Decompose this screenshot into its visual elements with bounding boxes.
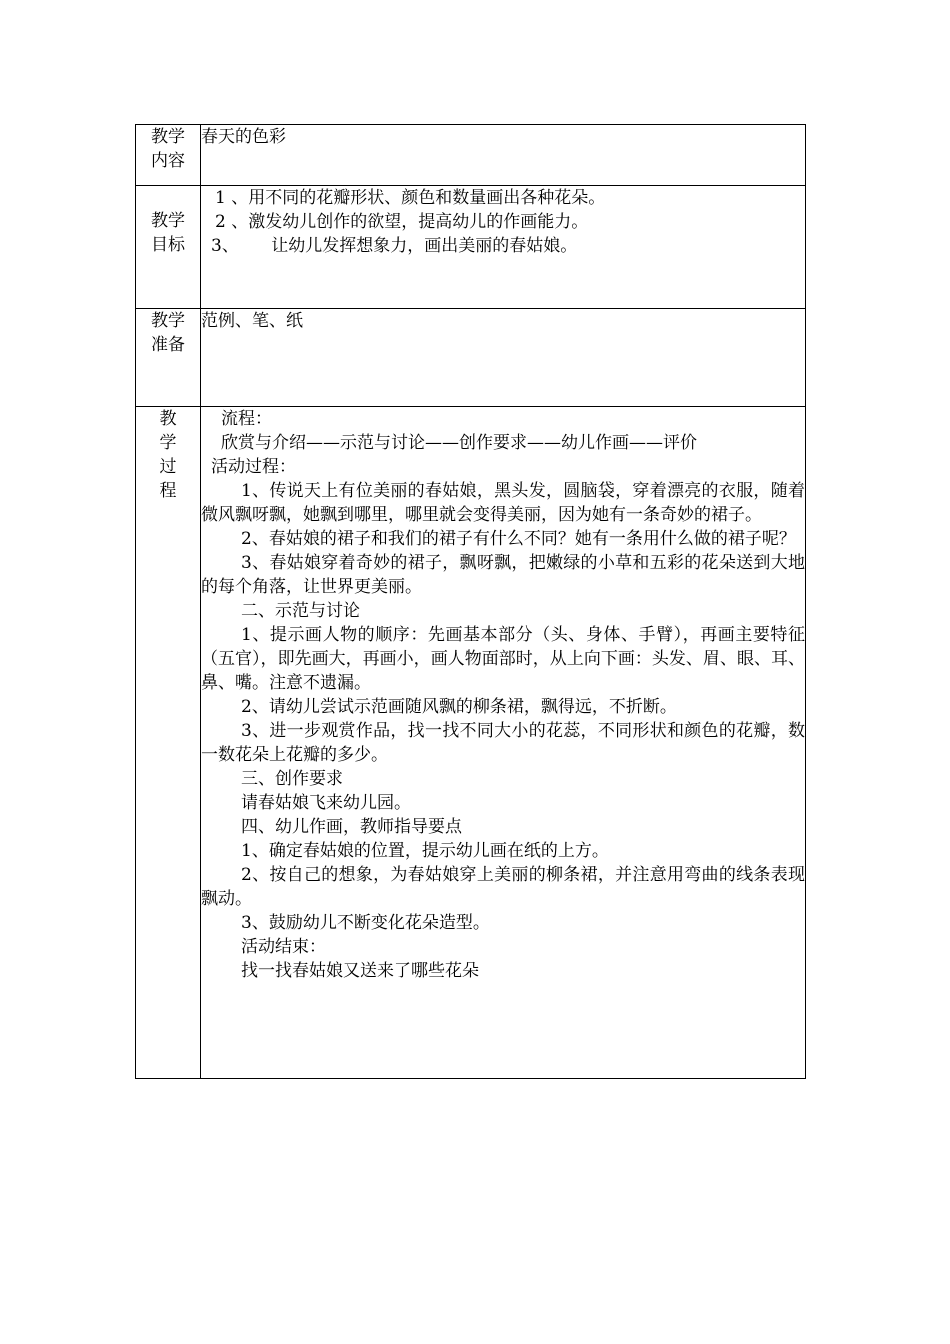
label-line-1: 教学 (151, 311, 185, 331)
activity-title: 活动过程： (211, 457, 296, 477)
label-line-2: 内容 (151, 151, 185, 171)
goal-item: 2 、激发幼儿创作的欲望，提高幼儿的作画能力。 (215, 212, 589, 232)
label-teaching-goals (136, 186, 201, 309)
label-line-2: 准备 (151, 335, 185, 355)
lesson-plan-table (135, 124, 806, 1079)
label-teaching-content (136, 125, 201, 186)
teaching-content-cell (201, 125, 806, 186)
flow-title: 流程： (221, 409, 272, 429)
label-line-1: 教学 (151, 127, 185, 147)
section-heading: 三、创作要求 (241, 769, 343, 789)
label-char: 教 (159, 409, 177, 429)
label-char: 程 (159, 481, 177, 501)
teaching-goals-cell (201, 186, 806, 309)
label-char: 过 (159, 457, 177, 477)
row-teaching-process (136, 407, 806, 1079)
process-paragraph: 2、春姑娘的裙子和我们的裙子有什么不同？她有一条用什么做的裙子呢？ (241, 529, 796, 549)
process-paragraph: 2、请幼儿尝试示范画随风飘的柳条裙，飘得远，不折断。 (241, 697, 677, 717)
lesson-topic: 春天的色彩 (201, 127, 286, 147)
label-line-1: 教学 (151, 211, 185, 231)
flow-steps: 欣赏与介绍——示范与讨论——创作要求——幼儿作画——评价 (221, 433, 697, 453)
teaching-prep-cell (201, 309, 806, 407)
prep-materials: 范例、笔、纸 (201, 311, 303, 331)
row-teaching-content (136, 125, 806, 186)
process-paragraph: 3、春姑娘穿着奇妙的裙子，飘呀飘，把嫩绿的小草和五彩的花朵送到大地的每个角落，让世界更美丽。 (201, 553, 805, 597)
goal-item: 1 、用不同的花瓣形状、颜色和数量画出各种花朵。 (215, 188, 606, 208)
process-paragraph: 1、提示画人物的顺序：先画基本部分（头、身体、手臂），再画主要特征（五官），即先画大，再画小，画人物面部时，从上向下画：头发、眉、眼、耳、鼻、嘴。注意不遗漏。 (201, 625, 805, 693)
process-paragraph: 3、进一步观赏作品，找一找不同大小的花蕊，不同形状和颜色的花瓣，数一数花朵上花瓣的多少。 (201, 721, 805, 765)
section-heading: 活动结束： (241, 937, 326, 957)
teaching-process-cell (201, 407, 806, 1079)
process-paragraph: 1、确定春姑娘的位置，提示幼儿画在纸的上方。 (241, 841, 609, 861)
row-teaching-prep (136, 309, 806, 407)
label-char: 学 (159, 433, 177, 453)
process-paragraph: 找一找春姑娘又送来了哪些花朵 (241, 961, 479, 981)
process-paragraph: 1、传说天上有位美丽的春姑娘，黑头发，圆脑袋，穿着漂亮的衣服，随着微风飘呀飘，她飘到哪里，哪里就会变得美丽，因为她有一条奇妙的裙子。 (201, 481, 805, 525)
label-line-2: 目标 (151, 235, 185, 255)
label-teaching-prep (136, 309, 201, 407)
process-paragraph: 3、鼓励幼儿不断变化花朵造型。 (241, 913, 490, 933)
row-teaching-goals (136, 186, 806, 309)
label-teaching-process (136, 407, 201, 1079)
section-heading: 四、幼儿作画，教师指导要点 (241, 817, 462, 837)
goal-item: 3、 让幼儿发挥想象力，画出美丽的春姑娘。 (211, 236, 578, 256)
process-paragraph: 2、按自己的想象，为春姑娘穿上美丽的柳条裙，并注意用弯曲的线条表现飘动。 (201, 865, 805, 909)
process-paragraph: 请春姑娘飞来幼儿园。 (241, 793, 411, 813)
section-heading: 二、示范与讨论 (241, 601, 360, 621)
